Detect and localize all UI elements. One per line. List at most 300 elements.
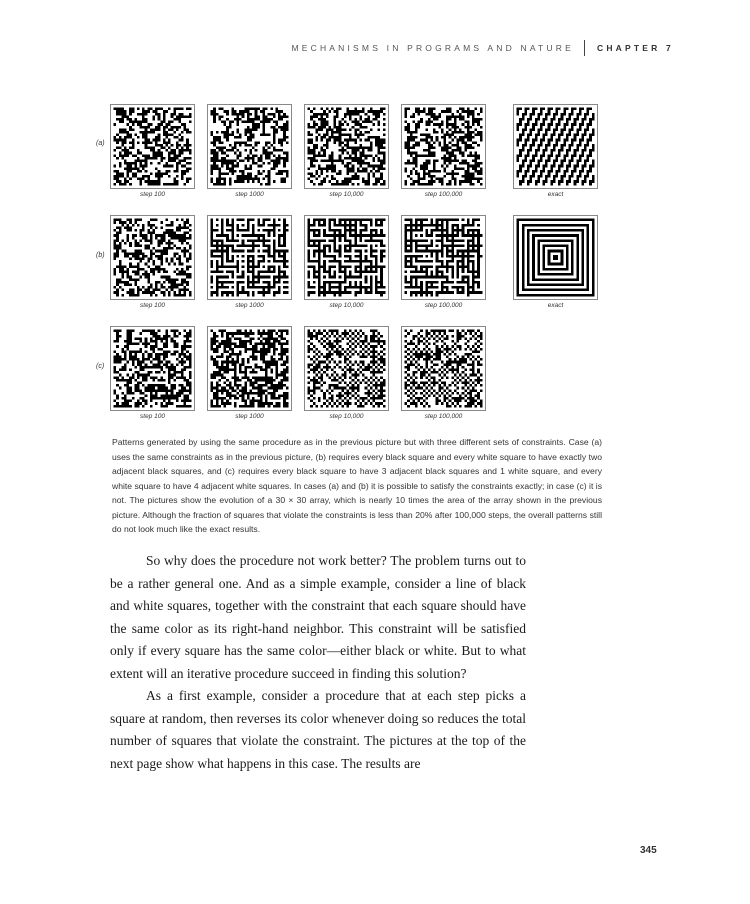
black-cell [283,237,286,240]
black-cell [318,167,321,170]
black-cell [221,221,224,224]
black-cell [189,121,192,124]
black-cell [160,291,163,294]
black-cell [380,232,383,235]
black-cell [522,270,525,273]
black-cell [231,237,234,240]
black-cell [372,157,375,160]
black-cell [472,219,475,222]
black-cell [163,134,166,137]
black-cell [213,291,216,294]
black-cell [211,291,214,294]
black-cell [168,157,171,160]
black-cell [566,123,569,126]
black-cell [561,165,564,168]
black-cell [462,180,465,183]
black-cell [155,268,158,271]
black-cell [308,294,311,297]
black-cell [375,170,378,173]
black-cell [420,224,423,227]
black-cell [370,128,373,131]
black-cell [375,139,378,142]
black-cell [469,255,472,258]
black-cell [354,121,357,124]
black-cell [163,115,166,118]
black-cell [581,136,584,139]
black-cell [268,250,271,253]
black-cell [211,260,214,263]
black-cell [137,167,140,170]
black-cell [186,358,189,361]
black-cell [286,152,289,155]
black-cell [425,219,428,222]
black-cell [475,229,478,232]
black-cell [226,281,229,284]
black-cell [278,242,281,245]
black-cell [168,369,171,372]
black-cell [328,255,331,258]
black-cell [357,178,360,181]
black-cell [262,250,265,253]
black-cell [114,376,117,379]
black-cell [532,113,535,116]
black-cell [530,165,533,168]
pattern-label: step 100,000 [424,191,463,198]
black-cell [273,250,276,253]
black-cell [262,239,265,242]
black-cell [378,115,381,118]
black-cell [444,170,447,173]
black-cell [165,278,168,281]
black-cell [321,172,324,175]
black-cell [116,147,119,150]
black-cell [362,152,365,155]
black-cell [211,270,214,273]
black-cell [372,159,375,162]
black-cell [469,154,472,157]
black-cell [310,110,313,113]
black-cell [181,237,184,240]
black-cell [477,273,480,276]
black-cell [425,289,428,292]
black-cell [283,219,286,222]
black-cell [331,170,334,173]
black-cell [415,260,418,263]
black-cell [231,224,234,227]
black-cell [571,283,574,286]
black-cell [462,270,465,273]
black-cell [173,379,176,382]
black-cell [556,258,559,261]
black-cell [344,134,347,137]
black-cell [121,350,124,353]
black-cell [213,152,216,155]
black-cell [446,110,449,113]
black-cell [262,108,265,111]
black-cell [446,165,449,168]
black-cell [410,154,413,157]
black-cell [441,289,444,292]
black-cell [262,113,265,116]
black-cell [420,294,423,297]
black-cell [326,115,329,118]
black-cell [431,115,434,118]
black-cell [124,363,127,366]
black-cell [114,170,117,173]
pattern-cell [110,215,195,309]
pattern-cell [513,104,598,198]
black-cell [176,126,179,129]
black-cell [124,162,127,165]
black-cell [257,170,260,173]
black-cell [530,180,533,183]
black-cell [344,221,347,224]
black-cell [462,281,465,284]
black-cell [114,286,117,289]
black-cell [527,167,530,170]
black-cell [184,376,187,379]
black-cell [425,229,428,232]
black-cell [168,128,171,131]
black-cell [318,234,321,237]
black-cell [283,152,286,155]
black-cell [412,265,415,268]
black-cell [308,281,311,284]
black-cell [260,239,263,242]
black-cell [313,250,316,253]
black-cell [268,224,271,227]
black-cell [344,128,347,131]
black-cell [375,265,378,268]
black-cell [127,384,130,387]
black-cell [550,136,553,139]
black-cell [584,147,587,150]
black-cell [283,165,286,168]
black-cell [576,283,579,286]
black-cell [553,224,556,227]
black-cell [576,276,579,279]
black-cell [449,134,452,137]
black-cell [589,123,592,126]
black-cell [137,123,140,126]
black-cell [124,350,127,353]
black-cell [556,113,559,116]
black-cell [410,291,413,294]
black-cell [431,229,434,232]
black-cell [405,276,408,279]
black-cell [328,281,331,284]
black-cell [323,234,326,237]
black-cell [566,219,569,222]
black-cell [255,239,258,242]
black-cell [566,152,569,155]
black-cell [344,139,347,142]
black-cell [472,178,475,181]
black-cell [480,291,483,294]
black-cell [216,224,219,227]
black-cell [321,139,324,142]
black-cell [576,159,579,162]
black-cell [362,126,365,129]
black-cell [423,108,426,111]
black-cell [147,229,150,232]
black-cell [517,265,520,268]
black-cell [189,381,192,384]
black-cell [278,286,281,289]
black-cell [436,219,439,222]
black-cell [341,141,344,144]
black-cell [446,115,449,118]
black-cell [308,229,311,232]
black-cell [132,110,135,113]
black-cell [150,371,153,374]
black-cell [129,152,132,155]
black-cell [456,289,459,292]
black-cell [378,141,381,144]
black-cell [140,260,143,263]
black-cell [252,147,255,150]
black-cell [584,128,587,131]
black-cell [380,219,383,222]
black-cell [339,289,342,292]
black-cell [321,159,324,162]
black-cell [576,294,579,297]
black-cell [433,108,436,111]
black-cell [283,255,286,258]
black-cell [423,245,426,248]
black-cell [571,242,574,245]
black-cell [176,118,179,121]
black-cell [155,255,158,258]
black-cell [153,335,156,338]
black-cell [211,252,214,255]
black-cell [218,255,221,258]
black-cell [265,141,268,144]
black-cell [160,255,163,258]
black-cell [114,245,117,248]
black-cell [237,239,240,242]
black-cell [165,250,168,253]
black-cell [129,108,132,111]
black-cell [467,270,470,273]
black-cell [168,281,171,284]
black-cell [265,229,268,232]
black-cell [213,245,216,248]
black-cell [517,221,520,224]
black-cell [224,234,227,237]
black-cell [545,149,548,152]
black-cell [405,281,408,284]
black-cell [477,245,480,248]
black-cell [339,157,342,160]
black-cell [178,260,181,263]
black-cell [173,335,176,338]
black-cell [571,139,574,142]
black-cell [124,356,127,359]
black-cell [176,278,179,281]
black-cell [472,115,475,118]
black-cell [354,234,357,237]
black-cell [313,242,316,245]
black-cell [592,263,595,266]
black-cell [477,286,480,289]
black-cell [158,361,161,364]
black-cell [347,245,350,248]
black-cell [472,281,475,284]
black-cell [189,291,192,294]
black-cell [449,159,452,162]
black-cell [592,245,595,248]
black-cell [415,245,418,248]
black-cell [142,126,145,129]
black-cell [178,247,181,250]
black-cell [574,149,577,152]
black-cell [252,247,255,250]
black-cell [160,376,163,379]
black-cell [517,273,520,276]
black-cell [334,131,337,134]
black-cell [224,276,227,279]
black-cell [186,226,189,229]
black-cell [341,270,344,273]
black-cell [347,180,350,183]
black-cell [171,234,174,237]
black-cell [116,237,119,240]
black-cell [178,263,181,266]
black-cell [268,147,271,150]
black-cell [574,278,577,281]
black-cell [226,224,229,227]
black-cell [224,250,227,253]
black-cell [359,162,362,165]
black-cell [475,291,478,294]
black-cell [189,167,192,170]
black-cell [239,110,242,113]
black-cell [119,162,122,165]
black-cell [160,263,163,266]
black-cell [405,245,408,248]
black-cell [462,162,465,165]
black-cell [354,239,357,242]
black-cell [163,252,166,255]
black-cell [415,242,418,245]
black-cell [571,255,574,258]
black-cell [550,268,553,271]
black-cell [242,276,245,279]
black-cell [308,178,311,181]
black-cell [563,154,566,157]
black-cell [462,159,465,162]
black-cell [380,239,383,242]
black-cell [218,183,221,186]
black-cell [168,366,171,369]
black-cell [262,149,265,152]
black-cell [127,332,130,335]
black-cell [262,281,265,284]
black-cell [265,157,268,160]
black-cell [581,170,584,173]
black-cell [592,276,595,279]
black-cell [231,232,234,235]
black-cell [550,289,553,292]
black-cell [410,162,413,165]
black-cell [441,234,444,237]
black-cell [145,379,148,382]
black-cell [462,123,465,126]
black-cell [119,152,122,155]
black-cell [535,123,538,126]
black-cell [155,345,158,348]
black-cell [308,250,311,253]
black-cell [537,165,540,168]
black-cell [145,289,148,292]
black-cell [543,123,546,126]
black-cell [226,118,229,121]
black-cell [155,340,158,343]
black-cell [550,278,553,281]
black-cell [517,123,520,126]
black-cell [336,234,339,237]
black-cell [181,242,184,245]
black-cell [362,154,365,157]
black-cell [155,144,158,147]
black-cell [134,255,137,258]
black-cell [326,128,329,131]
black-cell [535,136,538,139]
black-cell [221,234,224,237]
black-cell [262,286,265,289]
black-cell [313,252,316,255]
black-cell [462,219,465,222]
black-cell [576,268,579,271]
black-cell [221,270,224,273]
black-cell [171,183,174,186]
black-cell [589,219,592,222]
black-cell [331,234,334,237]
black-cell [119,219,122,222]
black-cell [566,278,569,281]
black-cell [561,260,564,263]
black-cell [592,128,595,131]
black-cell [456,260,459,263]
black-cell [354,175,357,178]
black-cell [341,128,344,131]
black-cell [234,265,237,268]
black-cell [584,224,587,227]
black-cell [568,219,571,222]
black-cell [553,131,556,134]
black-cell [145,170,148,173]
black-cell [581,232,584,235]
black-cell [218,270,221,273]
black-cell [467,286,470,289]
black-cell [556,278,559,281]
black-cell [250,172,253,175]
black-cell [321,118,324,121]
black-cell [178,291,181,294]
black-cell [568,149,571,152]
black-cell [372,183,375,186]
black-cell [155,366,158,369]
black-cell [181,108,184,111]
black-cell [574,165,577,168]
black-cell [344,286,347,289]
black-cell [524,172,527,175]
black-cell [255,141,258,144]
black-cell [581,234,584,237]
black-cell [134,234,137,237]
black-cell [405,291,408,294]
